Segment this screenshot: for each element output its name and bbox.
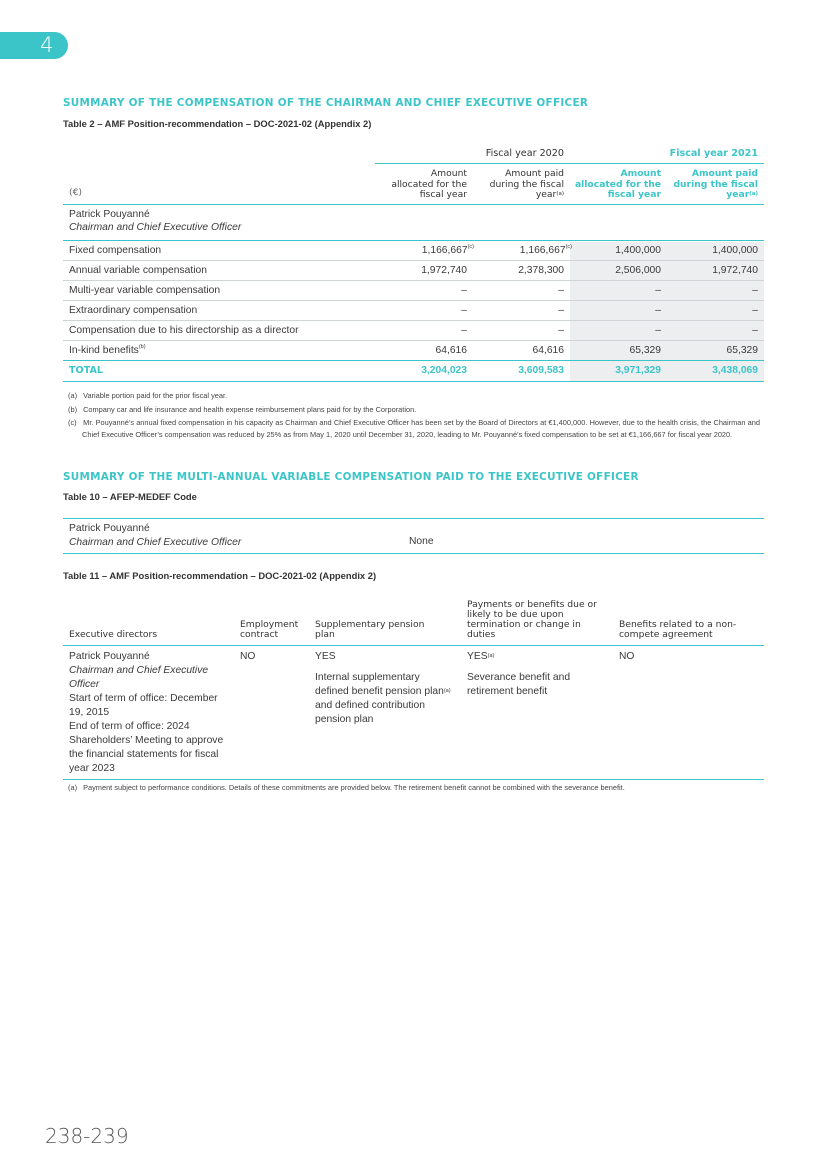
row-value-paid-2021: – — [752, 325, 758, 336]
chapter-number: 4 — [40, 33, 54, 57]
col-header-paid-2020: Amount paid during the fiscal year$^{(a)}$ — [489, 168, 564, 200]
total-alloc-2021: 3,971,329 — [615, 365, 661, 376]
footnote-c: (c) Mr. Pouyanné’s annual fixed compensation in his capacity as Chairman and Chief Executive Officer has been set by the Board of Directors at €1,400,000. However, due to the health crisis, the Chairman and Chief Executive Officer’s compensation was reduced by 25% as from May 1, 2020 until December 31, 2020, leading to Mr. Pouyanné’s fixed compensation to be set at €1,166,667 for fiscal year 2020. — [68, 418, 760, 439]
table-11-footnote: (a) Payment subject to performance conditions. Details of these commitments are provided below. The retirement benefit cannot be combined with the severance benefit. — [68, 783, 625, 792]
row-value-paid-2020: 1,166,667$^{(c)}$ — [519, 244, 572, 256]
pension-cell: YES Internal supplementary defined benefit pension plan$^{(a)}$ and defined contribution pension plan — [315, 651, 451, 725]
row-value-paid-2020: – — [558, 325, 564, 336]
row-value-alloc-2021: 2,506,000 — [615, 265, 661, 276]
col-header-pension: Supplementary pension plan — [315, 619, 425, 640]
row-value-paid-2020: – — [558, 285, 564, 296]
fy2020-header: Fiscal year 2020 — [485, 148, 564, 159]
row-label: Multi-year variable compensation — [69, 285, 221, 296]
col-header-allocated-2021: Amount allocated for the fiscal year — [574, 168, 661, 200]
total-label: TOTAL — [69, 365, 104, 376]
row-value-paid-2021: – — [752, 285, 758, 296]
section-title-compensation: SUMMARY OF THE COMPENSATION OF THE CHAIRMAN AND CHIEF EXECUTIVE OFFICER — [63, 97, 589, 109]
person-block — [69, 209, 241, 234]
row-rule — [63, 260, 764, 261]
table-11-header-rule — [63, 645, 764, 646]
person-role: Chairman and Chief Executive Officer — [69, 537, 242, 548]
table-11-bottom-rule — [63, 779, 764, 780]
footnote-a: (a) Variable portion paid for the prior fiscal year. — [68, 391, 228, 400]
person-name: Patrick Pouyanné — [69, 651, 150, 662]
total-alloc-2020: 3,204,023 — [421, 365, 467, 376]
row-rule — [63, 280, 764, 281]
chapter-tab — [0, 32, 68, 59]
table-11-title: Table 11 – AMF Position-recommendation – DOC-2021-02 (Appendix 2) — [63, 570, 377, 581]
fy-header-rule — [375, 163, 764, 164]
col-header-allocated-2020: Amount allocated for the fiscal year — [391, 168, 467, 200]
table-10-value: None — [409, 536, 434, 547]
row-rule — [63, 300, 764, 301]
col-header-payments: Payments or benefits due or likely to be due upon termination or change in duties — [467, 599, 597, 640]
page-number: 238-239 — [45, 1124, 129, 1148]
col-header-employment: Employment contract — [240, 619, 299, 640]
person-name: Patrick Pouyanné — [69, 523, 150, 534]
row-value-alloc-2020: – — [461, 325, 467, 336]
row-label: Annual variable compensation — [69, 265, 207, 276]
row-value-alloc-2021: 1,400,000 — [615, 245, 661, 256]
col-header-noncompete: Benefits related to a non- compete agreement — [619, 619, 737, 640]
row-label: Compensation due to his directorship as a director — [69, 325, 299, 336]
row-value-paid-2021: 1,972,740 — [712, 265, 758, 276]
total-rule — [63, 381, 764, 382]
section-title-multi-annual: SUMMARY OF THE MULTI-ANNUAL VARIABLE COMPENSATION PAID TO THE EXECUTIVE OFFICER — [63, 471, 639, 483]
row-value-alloc-2021: – — [655, 325, 661, 336]
total-paid-2021: 3,438,069 — [712, 365, 758, 376]
row-value-alloc-2020: – — [461, 285, 467, 296]
row-value-alloc-2020: 1,972,740 — [421, 265, 467, 276]
row-value-paid-2020: 2,378,300 — [518, 265, 564, 276]
footnote-b: (b) Company car and life insurance and health expense reimbursement plans paid for by the Corporation. — [68, 405, 417, 414]
person-rule — [63, 240, 764, 241]
row-rule — [63, 320, 764, 321]
row-value-paid-2021: 1,400,000 — [712, 245, 758, 256]
row-label: Fixed compensation — [69, 245, 162, 256]
person-role: Chairman and Chief Executive Officer — [69, 221, 242, 233]
row-rule — [63, 340, 764, 341]
exec-director-cell: Patrick Pouyanné Chairman and Chief Executive Officer Start of term of office: December 19, 2015 End of term of office: 2024 Shareholders’ Meeting to approve the financial statements for fiscal year 2023 — [69, 650, 234, 776]
row-value-alloc-2020: – — [461, 305, 467, 316]
table-10-top-rule — [63, 518, 764, 519]
table-10-bottom-rule — [63, 553, 764, 554]
row-value-paid-2021: 65,329 — [726, 345, 758, 356]
employment-value: NO — [240, 651, 256, 662]
payments-cell: YES$^{(a)}$ Severance benefit and retirement benefit — [467, 651, 571, 697]
person-name: Patrick Pouyanné — [69, 209, 150, 220]
row-value-alloc-2020: 64,616 — [435, 345, 467, 356]
table-10-title: Table 10 – AFEP-MEDEF Code — [63, 491, 197, 502]
row-value-paid-2021: – — [752, 305, 758, 316]
currency-label: (€) — [69, 187, 83, 198]
col-header-executive-directors: Executive directors — [69, 629, 158, 640]
noncompete-value: NO — [619, 651, 635, 662]
row-value-alloc-2021: – — [655, 285, 661, 296]
total-paid-2020: 3,609,583 — [518, 365, 564, 376]
row-value-paid-2020: 64,616 — [532, 345, 564, 356]
compensation-table — [63, 142, 764, 382]
fy2021-header: Fiscal year 2021 — [669, 148, 758, 159]
row-label: In-kind benefits$^{(b)}$ — [69, 344, 146, 356]
header-rule — [63, 204, 764, 205]
row-label: Extraordinary compensation — [69, 305, 198, 316]
table-10-person — [69, 522, 241, 550]
col-header-paid-2021: Amount paid during the fiscal year$^{(a)}$ — [673, 168, 758, 200]
row-value-paid-2020: – — [558, 305, 564, 316]
row-rule — [63, 360, 764, 361]
row-value-alloc-2021: 65,329 — [629, 345, 661, 356]
table-2-title: Table 2 – AMF Position-recommendation – DOC-2021-02 (Appendix 2) — [63, 118, 372, 129]
row-value-alloc-2021: – — [655, 305, 661, 316]
row-value-alloc-2020: 1,166,667$^{(c)}$ — [421, 244, 474, 256]
